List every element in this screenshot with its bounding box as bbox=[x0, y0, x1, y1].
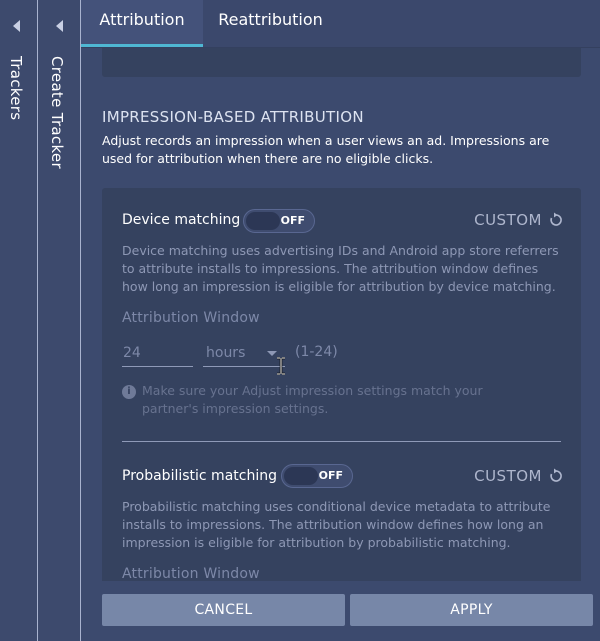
cancel-button[interactable]: CANCEL bbox=[102, 594, 345, 626]
device-window-range: (1-24) bbox=[295, 344, 338, 360]
toggle-state: OFF bbox=[318, 469, 343, 482]
previous-card bbox=[102, 48, 581, 77]
probabilistic-attribution-window-label: Attribution Window bbox=[122, 566, 260, 581]
refresh-icon[interactable] bbox=[549, 212, 563, 227]
toggle-state: OFF bbox=[280, 214, 305, 227]
device-window-unit-select[interactable] bbox=[203, 340, 285, 367]
tab-attribution[interactable]: Attribution bbox=[81, 0, 203, 47]
device-window-value: 24 bbox=[123, 345, 141, 361]
device-info-text: Make sure your Adjust impression settings match your partner's impression settings. bbox=[142, 383, 483, 416]
toggle-knob bbox=[284, 467, 318, 485]
refresh-icon[interactable] bbox=[549, 468, 563, 483]
trackers-label: Trackers bbox=[7, 56, 25, 121]
apply-button[interactable]: APPLY bbox=[350, 594, 593, 626]
probabilistic-matching-description: Probabilistic matching uses conditional device metadata to attribute installs to impressions. The attribution window defines how long an impression is eligible for attribution by probabilistic matching. bbox=[122, 499, 551, 550]
collapse-trackers-icon[interactable] bbox=[13, 20, 20, 32]
custom-label: CUSTOM bbox=[474, 467, 542, 485]
info-icon: i bbox=[122, 385, 136, 399]
toggle-knob bbox=[246, 212, 280, 230]
create-tracker-rail[interactable] bbox=[38, 0, 81, 641]
section-description: Adjust records an impression when a user views an ad. Impressions are used for attribution when there are no eligible clicks. bbox=[102, 133, 550, 166]
caret-down-icon bbox=[267, 351, 277, 356]
text-cursor-icon bbox=[276, 357, 286, 375]
device-matching-title: Device matching bbox=[122, 212, 241, 228]
probabilistic-matching-title: Probabilistic matching bbox=[122, 468, 277, 484]
probabilistic-matching-custom[interactable] bbox=[474, 467, 563, 485]
trackers-rail[interactable] bbox=[0, 0, 38, 641]
collapse-create-tracker-icon[interactable] bbox=[56, 20, 63, 32]
device-attribution-window-label: Attribution Window bbox=[122, 310, 260, 326]
probabilistic-matching-toggle[interactable] bbox=[281, 464, 353, 488]
section-title: IMPRESSION-BASED ATTRIBUTION bbox=[102, 108, 364, 126]
scroll-content[interactable] bbox=[81, 48, 600, 581]
device-matching-description: Device matching uses advertising IDs and Android app store referrers to attribute installs to impressions. The attribution window defines how long an impression is eligible for attribution by device matching. bbox=[122, 243, 559, 294]
tab-reattribution[interactable]: Reattribution bbox=[218, 10, 323, 29]
device-matching-toggle[interactable] bbox=[243, 209, 315, 233]
tab-bar bbox=[81, 0, 600, 48]
settings-panel bbox=[81, 0, 600, 641]
device-window-value-input[interactable] bbox=[122, 340, 193, 367]
section-divider bbox=[122, 441, 561, 442]
footer bbox=[81, 581, 600, 641]
create-tracker-label: Create Tracker bbox=[48, 56, 66, 169]
device-matching-custom[interactable] bbox=[474, 211, 563, 229]
device-window-unit: hours bbox=[206, 345, 246, 361]
custom-label: CUSTOM bbox=[474, 211, 542, 229]
impression-card bbox=[102, 188, 581, 581]
